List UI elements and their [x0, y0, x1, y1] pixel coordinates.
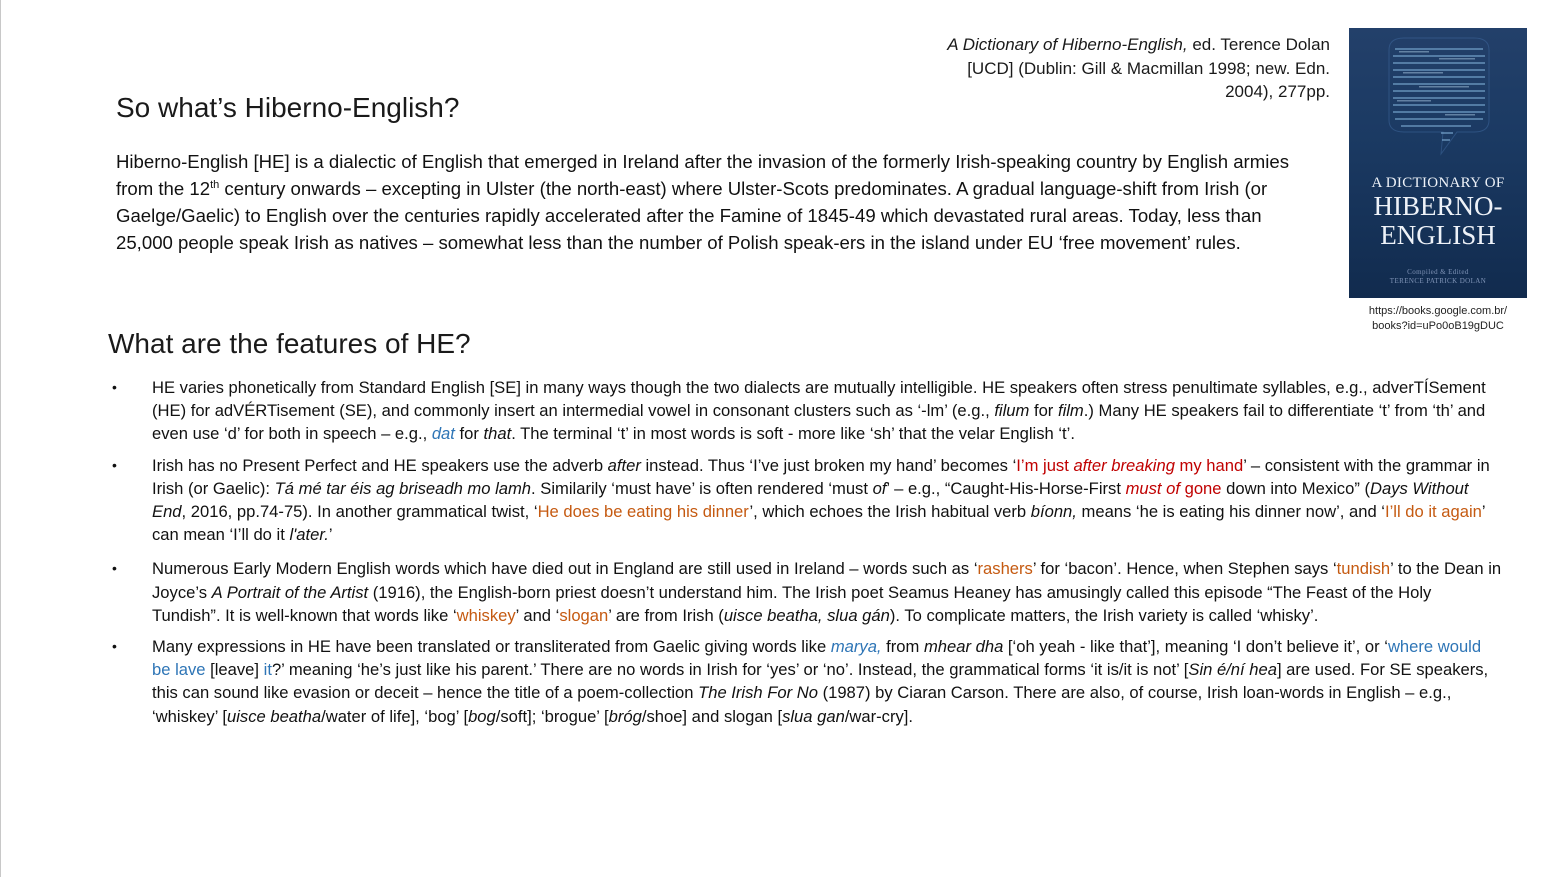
- italic-run: mhear dha: [923, 637, 1004, 657]
- text-run: ’ are from Irish (: [608, 605, 724, 625]
- italic-run: Tá mé tar éis ag briseadh mo lamh: [274, 478, 532, 498]
- feature-item-grammar: [112, 454, 1502, 547]
- text-run: ’ for ‘bacon’. Hence, when Stephen says ‘: [1032, 559, 1337, 579]
- text-run: HE varies phonetically from Standard English [SE] in many ways though the two dialects are mutually intelligible. HE speakers often stress penultimate syllables, e.g., adverTÍSement (HE) for adVÉRTisement (SE), and commonly insert an intermedial vowel in consonant clusters such as ‘-lm’ (e.g.,: [152, 378, 1486, 421]
- italic-run: that: [483, 424, 512, 444]
- highlight-run: slogan: [559, 605, 609, 625]
- highlight-run: dat: [431, 424, 455, 444]
- text-run: /war-cry].: [844, 706, 914, 726]
- citation-title: A Dictionary of Hiberno-English,: [947, 35, 1188, 54]
- feature-item-expressions: [112, 635, 1502, 728]
- text-run: ] are used. For SE speakers, this can sound like evasion or deceit – hence the title of a poem-collection: [152, 660, 1489, 703]
- intro-part2: century onwards – excepting in Ulster (the north-east) where Ulster-Scots predominates. A gradual language-shift from Irish (or Gaelge/Gaelic) to English over the centuries rapidly accelerated after the Famine of 1845-49 which devastated rural areas. Today, less than 25,000 people speak Irish as natives – somewhat less than the number of Polish speak-ers in the island under EU ‘free movement’ rules.: [116, 178, 1268, 253]
- highlight-run: rashers: [977, 559, 1033, 579]
- bullet-icon: •: [112, 379, 117, 395]
- highlight-run: must of: [1125, 478, 1180, 498]
- italic-run: Days Without End: [152, 478, 1469, 522]
- highlight-run: my hand: [1174, 455, 1244, 475]
- cover-url-line2: books?id=uPo0oB19gDUC: [1372, 320, 1504, 332]
- italic-run: Sin é/ní hea: [1188, 660, 1277, 680]
- text-run: ’ – e.g., “Caught-His-Horse-First: [886, 478, 1126, 498]
- text-run: (1916), the English-born priest doesn’t understand him. The Irish poet Seamus Heaney has amusingly called this episode “The Feast of the Holy Tundish”. It is well-known that words like ‘: [152, 582, 1432, 625]
- cover-sub-line2: TERENCE PATRICK DOLAN: [1389, 277, 1487, 285]
- italic-run: bróg: [608, 706, 642, 726]
- cover-author: [1349, 268, 1527, 286]
- italic-run: A Portrait of the Artist: [211, 582, 369, 602]
- highlight-run: marya,: [830, 637, 882, 657]
- text-run: [‘oh yeah - like that’], meaning ‘I don’t believe it’, or ‘: [1003, 637, 1388, 657]
- text-run: .) Many HE speakers fail to differentiate ‘t’ from ‘th’ and even use ‘d’ for both in speech – e.g.,: [152, 401, 1486, 444]
- italic-run: bíonn,: [1030, 502, 1077, 522]
- text-run: for: [454, 424, 484, 444]
- italic-run: after: [607, 455, 641, 475]
- text-run: (1987) by Ciaran Carson. There are also, of course, Irish loan-words in English – e.g., ‘whiskey’ [: [152, 683, 1452, 726]
- cover-title-line1: A DICTIONARY OF: [1371, 175, 1505, 191]
- highlight-run: after breaking: [1073, 455, 1175, 475]
- highlight-run: where would be lave: [152, 637, 1482, 680]
- bullet-icon: •: [112, 638, 117, 655]
- feature-item-vocabulary: [112, 557, 1502, 627]
- italic-run: film: [1057, 401, 1084, 421]
- feature-item-phonetics: [112, 376, 1502, 446]
- text-run: . Similarily ‘must have’ is often rendered ‘must: [531, 478, 873, 498]
- cover-title-line3: ENGLISH: [1380, 220, 1496, 250]
- text-run: ’ – consistent with the grammar in Irish (or Gaelic):: [152, 455, 1490, 498]
- italic-run: filum: [994, 401, 1030, 421]
- italic-run: bog: [468, 706, 496, 726]
- highlight-run: I’ll do it again: [1385, 502, 1482, 522]
- italic-run: The Irish For No: [698, 683, 818, 703]
- cover-title-line2: HIBERNO-: [1373, 191, 1503, 221]
- text-run: . The terminal ‘t’ in most words is soft - more like ‘sh’ that the velar English ‘t’.: [511, 424, 1075, 444]
- bullet-icon: •: [112, 456, 117, 473]
- text-run: /soft]; ‘brogue’ [: [495, 706, 609, 726]
- slide-left-border: [0, 0, 1, 877]
- heading-hiberno-english: So what’s Hiberno-English?: [116, 92, 460, 123]
- book-cover-image: [1349, 28, 1527, 298]
- text-run: /water of life], ‘bog’ [: [321, 706, 469, 726]
- italic-run: uisce beatha, slua gán: [723, 605, 890, 625]
- cover-title: [1349, 174, 1527, 250]
- bullet-icon: •: [112, 560, 117, 577]
- book-citation: [940, 33, 1330, 104]
- intro-superscript: th: [210, 178, 220, 191]
- text-run: ?’ meaning ‘he’s just like his parent.’ There are no words in Irish for ‘yes’ or ‘no’. Instead, the grammatical forms ‘it is/it is not’ [: [271, 660, 1189, 680]
- speech-bubble-icon: [1349, 28, 1527, 298]
- text-run: [leave]: [205, 660, 264, 680]
- intro-part1: Hiberno-English [HE] is a dialectic of English that emerged in Ireland after the invasion of the formerly Irish-speaking country by English armies from the 12: [116, 151, 1290, 199]
- text-run: ’ to the Dean in Joyce’s: [152, 559, 1502, 602]
- text-run: for: [1029, 401, 1058, 421]
- text-run: Numerous Early Modern English words which have died out in England are still used in Ireland – words such as ‘: [152, 559, 978, 579]
- italic-run: of: [872, 478, 887, 498]
- text-run: from: [881, 637, 924, 657]
- features-list: [112, 376, 1502, 728]
- text-run: ’, which echoes the Irish habitual verb: [749, 502, 1031, 522]
- citation-details: ed. Terence Dolan [UCD] (Dublin: Gill & Macmillan 1998; new. Edn. 2004), 277pp.: [967, 35, 1330, 101]
- cover-url-line1: https://books.google.com.br/: [1368, 305, 1508, 317]
- text-run: Irish has no Present Perfect and HE speakers use the adverb: [152, 455, 608, 475]
- highlight-run: I’m just: [1016, 455, 1074, 475]
- text-run: /shoe] and slogan [: [641, 706, 783, 726]
- text-run: down into Mexico” (: [1221, 478, 1370, 498]
- italic-run: uisce beatha: [227, 706, 322, 726]
- text-run: ’ can mean ‘I’ll do it: [152, 502, 1485, 545]
- cover-source-url: [1340, 304, 1536, 334]
- heading-features: What are the features of HE?: [108, 328, 471, 359]
- text-run: ’: [328, 525, 333, 545]
- text-run: ’ and ‘: [515, 605, 560, 625]
- text-run: ). To complicate matters, the Irish variety is called ‘whisky’.: [889, 605, 1319, 625]
- highlight-run: gone: [1179, 478, 1222, 498]
- cover-sub-line1: Compiled & Edited: [1407, 268, 1469, 276]
- text-run: means ‘he is eating his dinner now’, and ‘: [1076, 502, 1385, 522]
- italic-run: slua gan: [782, 706, 845, 726]
- highlight-run: He does be eating his dinner: [537, 502, 750, 522]
- highlight-run: tundish: [1336, 559, 1391, 579]
- highlight-run: whiskey: [456, 605, 516, 625]
- highlight-run: it: [263, 660, 272, 680]
- text-run: instead. Thus ‘I’ve just broken my hand’ becomes ‘: [640, 455, 1017, 475]
- intro-paragraph: [116, 148, 1306, 256]
- text-run: , 2016, pp.74-75). In another grammatical twist, ‘: [181, 502, 538, 522]
- text-run: Many expressions in HE have been translated or transliterated from Gaelic giving words like: [152, 637, 831, 657]
- italic-run: l'ater.: [289, 525, 329, 545]
